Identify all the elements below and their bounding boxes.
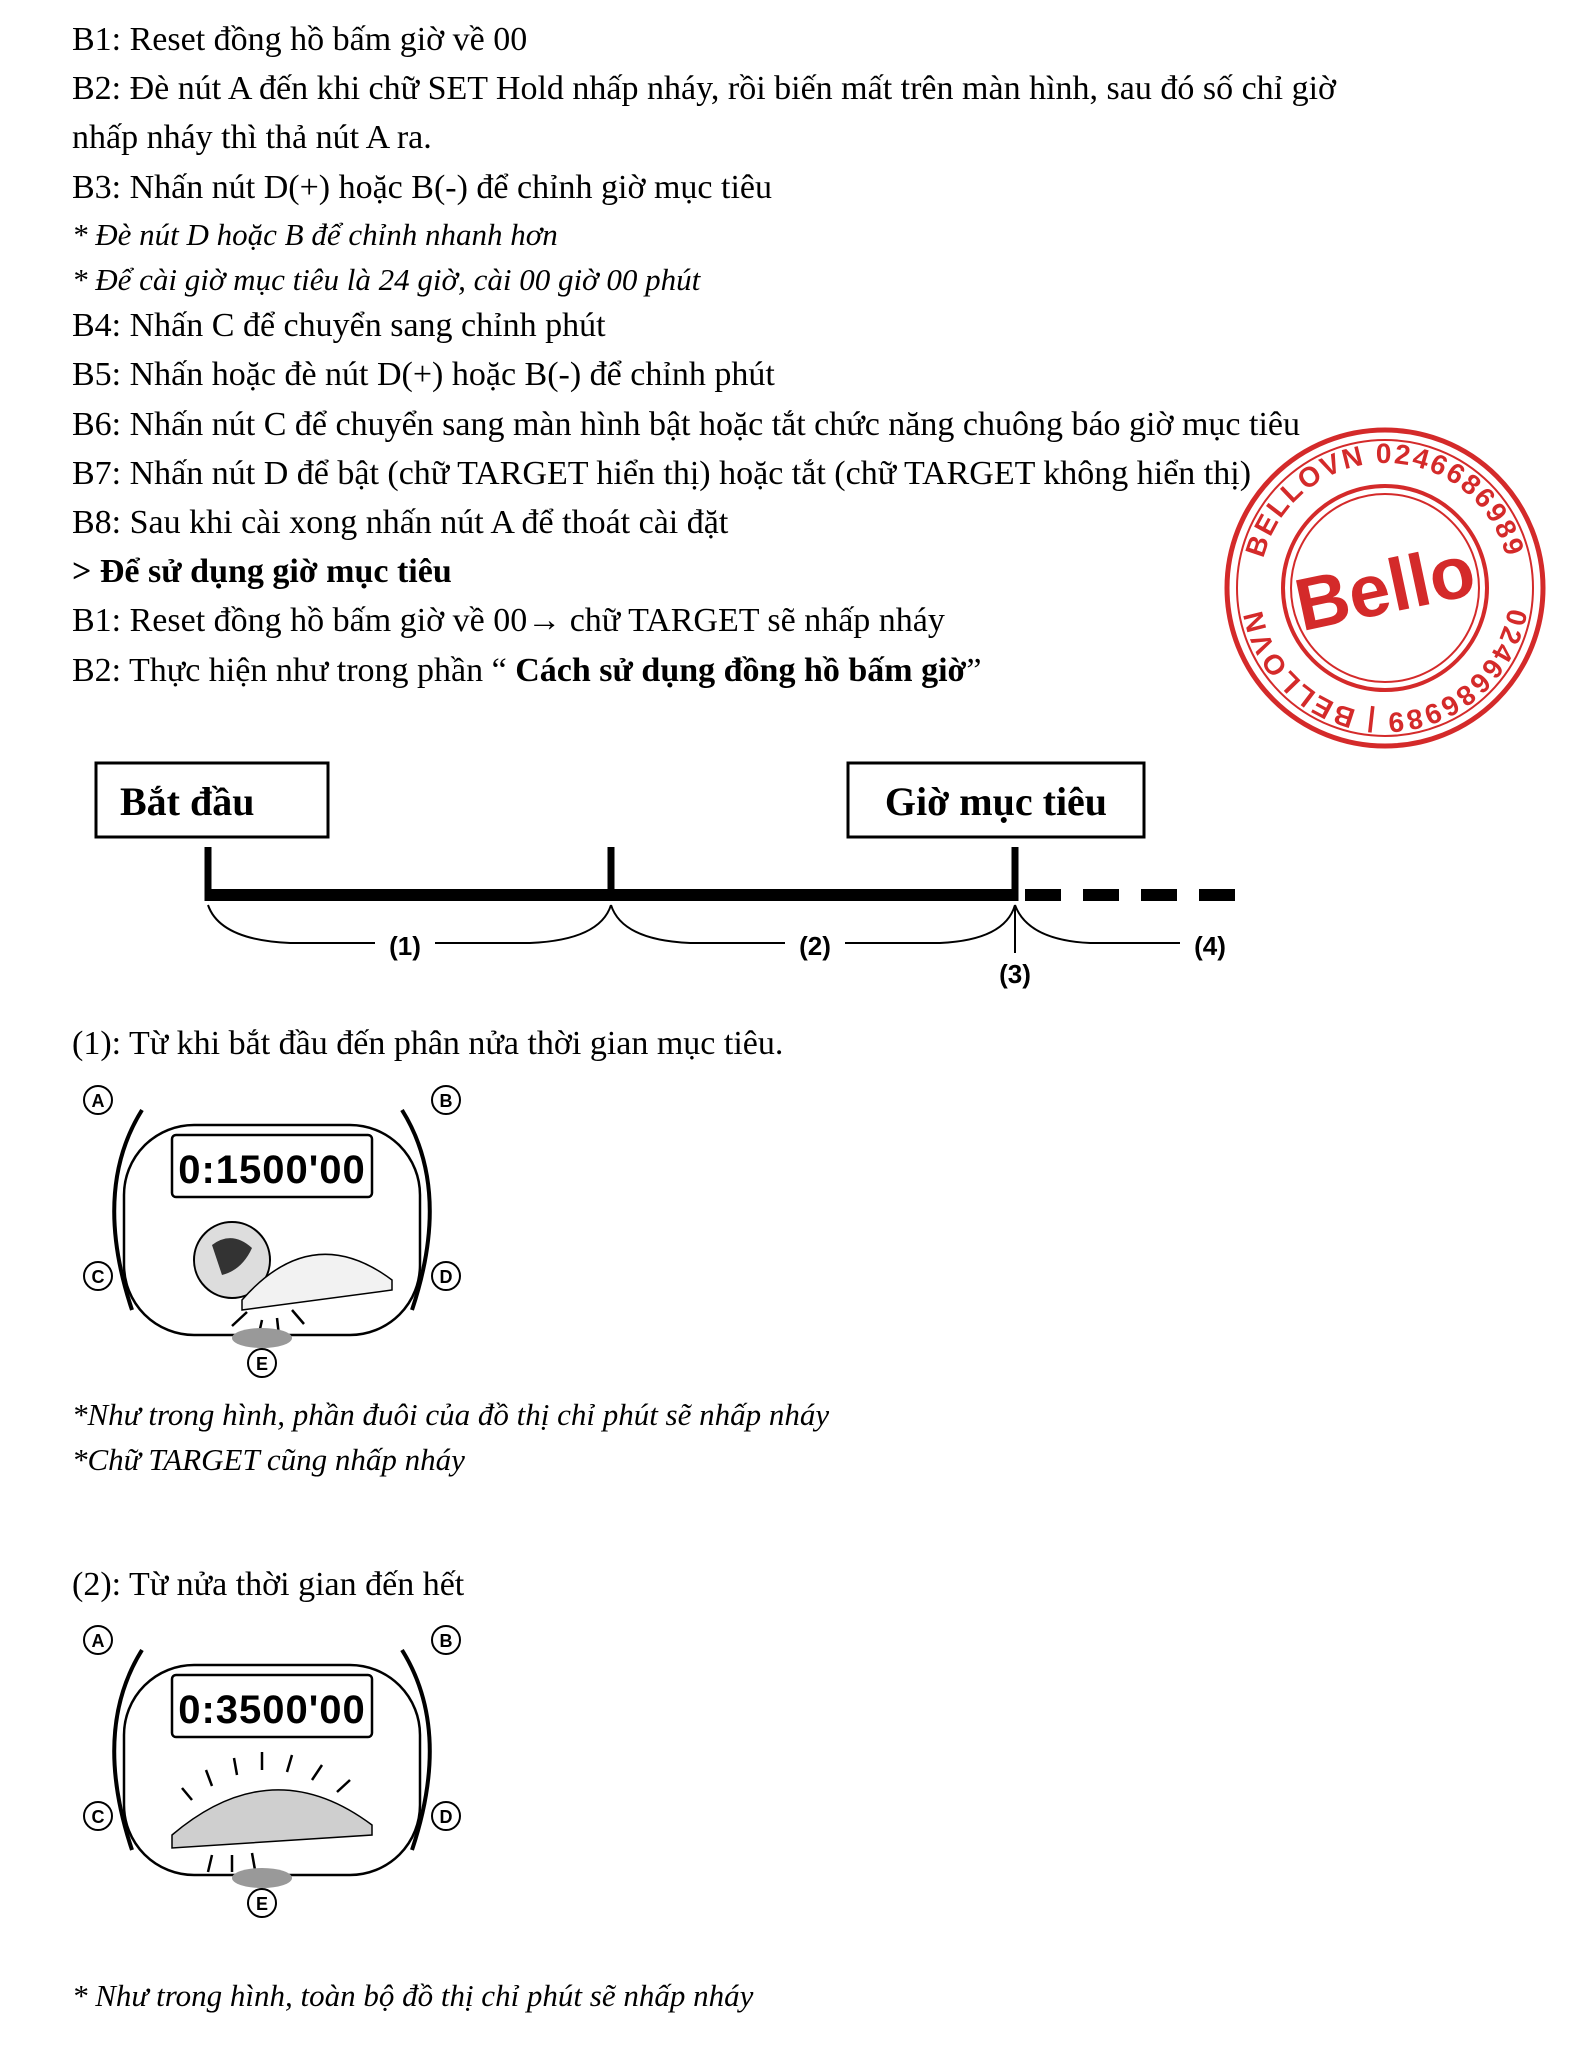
segment-1-label: (1) xyxy=(389,931,421,961)
minute-graph xyxy=(172,1790,372,1848)
step-b5: B5: Nhấn hoặc đè nút D(+) hoặc B(-) để chỉnh phút xyxy=(72,356,775,393)
button-e-shape xyxy=(232,1328,292,1348)
step-b6: B6: Nhấn nút C để chuyển sang màn hình bật hoặc tắt chức năng chuông báo giờ mục tiêu xyxy=(72,406,1301,443)
button-c-label: C xyxy=(91,1807,105,1827)
target-label: Giờ mục tiêu xyxy=(884,779,1108,824)
stamp-brand: Bello xyxy=(1287,528,1483,647)
svg-text:BELLOVN 0246686989 xyxy=(1239,438,1530,561)
usage-b2-suffix: ” xyxy=(966,652,982,689)
watch-diagram-1 xyxy=(72,1080,472,1380)
brace-2-right xyxy=(845,905,1015,943)
step-b4: B4: Nhấn C để chuyển sang chỉnh phút xyxy=(72,307,606,344)
button-a-label: A xyxy=(91,1091,105,1111)
usage-b2 xyxy=(72,651,981,691)
segment-2-label: (2) xyxy=(799,931,831,961)
note-24h: * Để cài giờ mục tiêu là 24 giờ, cài 00 giờ 00 phút xyxy=(72,262,701,297)
brace-4 xyxy=(1015,905,1180,943)
segment-4-label: (4) xyxy=(1194,931,1226,961)
bello-stamp xyxy=(1220,408,1550,768)
button-e-label: E xyxy=(255,1894,269,1914)
step-b2-line1: B2: Đè nút A đến khi chữ SET Hold nhấp nháy, rồi biến mất trên màn hình, sau đó số chỉ giờ xyxy=(72,70,1337,107)
button-d-label: D xyxy=(439,1267,453,1287)
watch-diagram-2 xyxy=(72,1620,472,1920)
step-b2-line2: nhấp nháy thì thả nút A ra. xyxy=(72,119,432,156)
usage-b2-bold: Cách sử dụng đồng hồ bấm giờ xyxy=(515,652,967,689)
button-b-label: B xyxy=(439,1091,453,1111)
brace-2-left xyxy=(611,905,785,943)
start-label: Bắt đầu xyxy=(120,779,255,824)
step-b7: B7: Nhấn nút D để bật (chữ TARGET hiển thị) hoặc tắt (chữ TARGET không hiển thị) xyxy=(72,455,1252,492)
section1-title: (1): Từ khi bắt đầu đến phân nửa thời gian mục tiêu. xyxy=(72,1025,784,1062)
section2-note: * Như trong hình, toàn bộ đồ thị chỉ phút sẽ nhấp nháy xyxy=(72,1978,754,2013)
section1-note2: *Chữ TARGET cũng nhấp nháy xyxy=(72,1442,465,1477)
note-hold: * Đè nút D hoặc B để chỉnh nhanh hơn xyxy=(72,217,558,252)
timeline-diagram xyxy=(90,755,1270,995)
step-b3: B3: Nhấn nút D(+) hoặc B(-) để chỉnh giờ mục tiêu xyxy=(72,169,772,206)
button-e-shape xyxy=(232,1868,292,1888)
usage-heading: > Để sử dụng giờ mục tiêu xyxy=(72,553,452,590)
button-a-label: A xyxy=(91,1631,105,1651)
button-d-label: D xyxy=(439,1807,453,1827)
usage-b2-prefix: B2: Thực hiện như trong phần “ xyxy=(72,652,516,689)
watch-display-time: 0:3500'00 xyxy=(178,1688,366,1732)
step-b1: B1: Reset đồng hồ bấm giờ về 00 xyxy=(72,21,528,58)
watch-display-time: 0:1500'00 xyxy=(178,1148,366,1192)
stamp-ring-top: BELLOVN 0246686989 xyxy=(1239,437,1531,561)
usage-b1: B1: Reset đồng hồ bấm giờ về 00→ chữ TARGET sẽ nhấp nháy xyxy=(72,602,945,639)
button-c-label: C xyxy=(91,1267,105,1287)
point-3-label: (3) xyxy=(999,959,1031,989)
button-e-label: E xyxy=(255,1354,269,1374)
section2-title: (2): Từ nửa thời gian đến hết xyxy=(72,1566,465,1603)
step-b8: B8: Sau khi cài xong nhấn nút A để thoát cài đặt xyxy=(72,504,729,541)
brace-1-right xyxy=(435,905,611,943)
brace-1-left xyxy=(208,905,375,943)
button-b-label: B xyxy=(439,1631,453,1651)
section1-note1: *Như trong hình, phần đuôi của đồ thị chỉ phút sẽ nhấp nháy xyxy=(72,1397,830,1432)
stamp-ring-bottom: 0246686989 | BELLOVN xyxy=(1236,606,1534,739)
